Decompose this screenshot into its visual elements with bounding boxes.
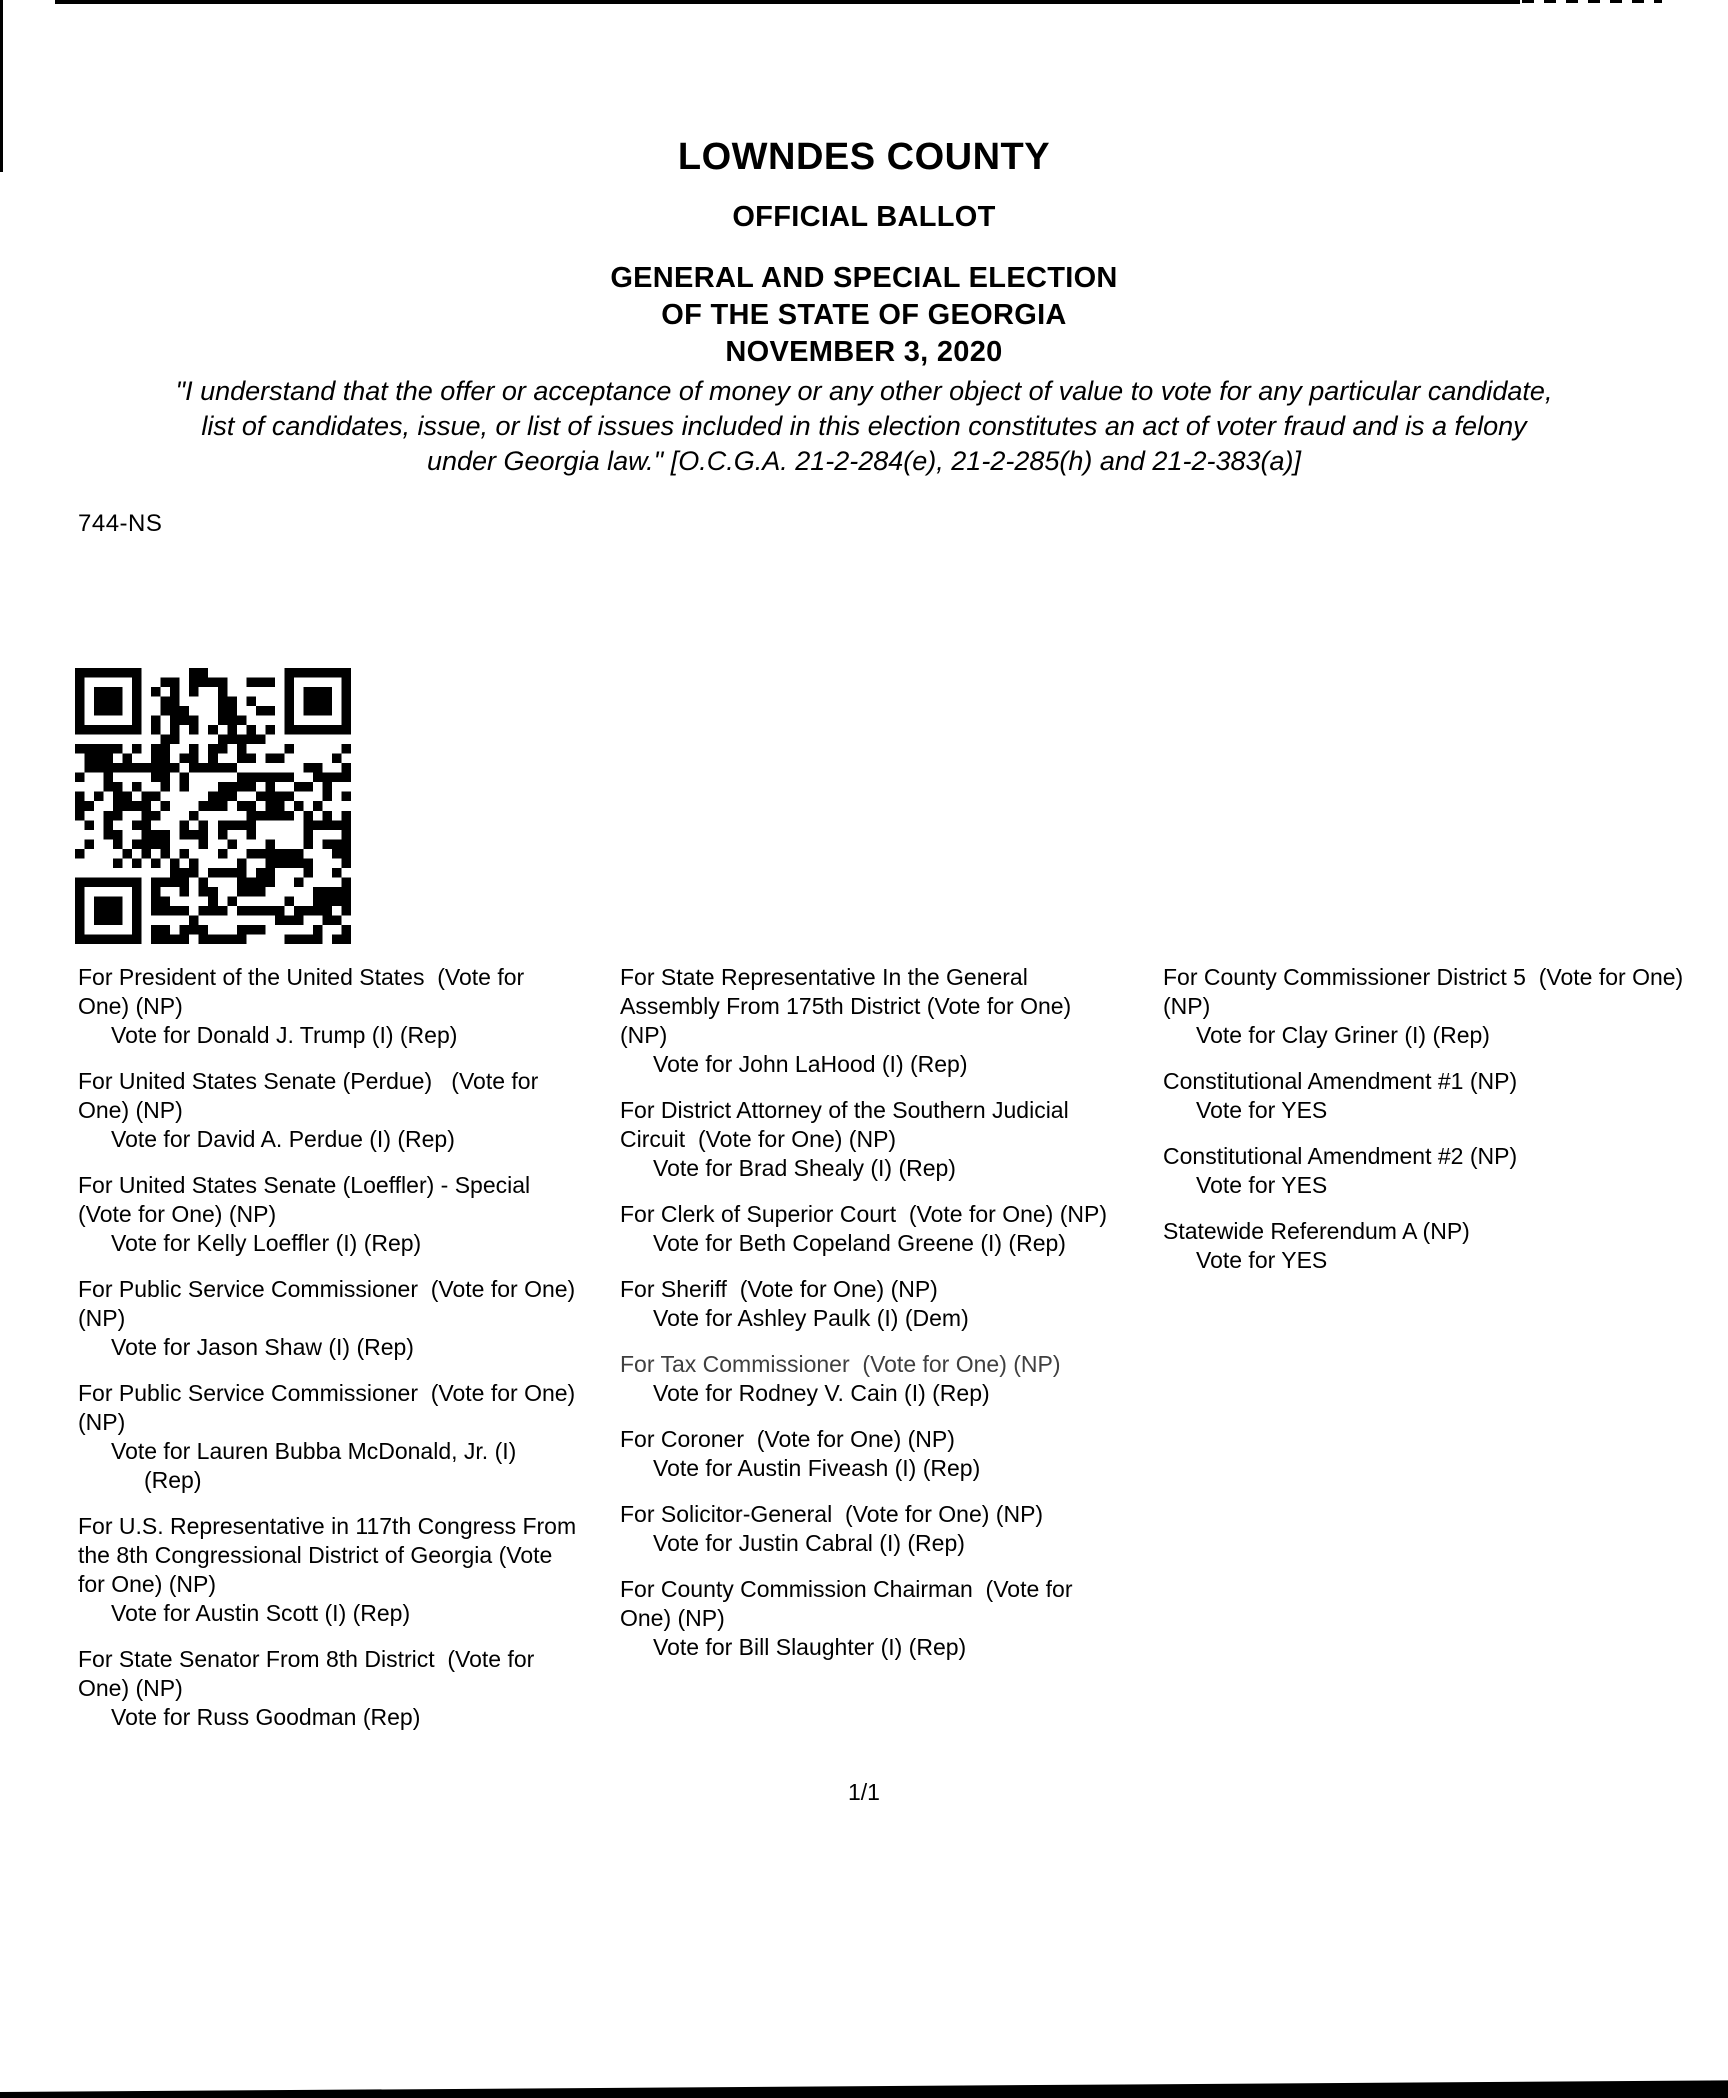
vote-selection: Vote for Russ Goodman (Rep) <box>111 1704 421 1730</box>
contest-title: For County Commission Chairman (Vote for One) (NP) <box>620 1576 1079 1631</box>
contest <box>620 1575 1115 1662</box>
fraud-warning <box>0 374 1728 479</box>
contest-column-3 <box>1163 963 1698 1292</box>
election-title <box>0 260 1728 371</box>
vote-selection: Vote for Bill Slaughter (I) (Rep) <box>653 1634 967 1660</box>
ballot-title: OFFICIAL BALLOT <box>732 201 996 233</box>
vote-selection: Vote for Rodney V. Cain (I) (Rep) <box>653 1380 990 1406</box>
vote-selection: Vote for YES <box>1196 1097 1328 1123</box>
contest <box>78 1379 582 1495</box>
contest-column-1 <box>78 963 583 1749</box>
ballot-header <box>0 136 1728 371</box>
vote-selection: Vote for Beth Copeland Greene (I) (Rep) <box>653 1230 1066 1256</box>
contest-title: For Tax Commissioner (Vote for One) (NP) <box>620 1351 1061 1377</box>
contest <box>78 1067 578 1154</box>
qr-code <box>75 668 351 944</box>
election-date: NOVEMBER 3, 2020 <box>725 336 1003 368</box>
ballot-style-code: 744-NS <box>78 510 163 537</box>
contest-title: For County Commissioner District 5 (Vote for One) (NP) <box>1163 964 1690 1019</box>
fraud-warning-line3: under Georgia law." [O.C.G.A. 21-2-284(e), 21-2-285(h) and 21-2-383(a)] <box>426 446 1302 476</box>
election-title-line2: OF THE STATE OF GEORGIA <box>661 299 1067 331</box>
page-number: 1/1 <box>848 1779 880 1805</box>
contest <box>78 963 578 1050</box>
contest <box>620 1275 1115 1333</box>
contest-title: For Public Service Commissioner (Vote for One) (NP) <box>78 1380 582 1435</box>
contest-title: For District Attorney of the Southern Judicial Circuit (Vote for One) (NP) <box>620 1097 1076 1152</box>
contest <box>1163 1217 1698 1275</box>
contest <box>78 1645 578 1732</box>
contest <box>620 1350 1115 1408</box>
vote-selection: Vote for Kelly Loeffler (I) (Rep) <box>111 1230 422 1256</box>
vote-selection: Vote for Justin Cabral (I) (Rep) <box>653 1530 965 1556</box>
contest-title: For State Representative In the General Assembly From 175th District (Vote for One) (NP) <box>620 964 1078 1048</box>
contest-title: For Public Service Commissioner (Vote for One) (NP) <box>78 1276 582 1331</box>
vote-selection: Vote for Donald J. Trump (I) (Rep) <box>111 1022 458 1048</box>
vote-selection: Vote for Ashley Paulk (I) (Dem) <box>653 1305 969 1331</box>
vote-selection: Vote for John LaHood (I) (Rep) <box>653 1051 968 1077</box>
contest-title: For United States Senate (Loeffler) - Special (Vote for One) (NP) <box>78 1172 543 1227</box>
contest <box>620 1096 1115 1183</box>
vote-selection: Vote for YES <box>1196 1172 1328 1198</box>
contest <box>620 1200 1115 1258</box>
vote-selection: Vote for Brad Shealy (I) (Rep) <box>653 1155 956 1181</box>
vote-selection: Vote for YES <box>1196 1247 1328 1273</box>
contest-title: For Clerk of Superior Court (Vote for One) (NP) <box>620 1201 1107 1227</box>
contest <box>620 1500 1115 1558</box>
contest-title: For Solicitor-General (Vote for One) (NP) <box>620 1501 1044 1527</box>
contest-title: For President of the United States (Vote for One) (NP) <box>78 964 531 1019</box>
vote-selection: Vote for Lauren Bubba McDonald, Jr. (I) (Rep) <box>111 1438 523 1493</box>
vote-selection: Vote for Austin Scott (I) (Rep) <box>111 1600 411 1626</box>
vote-selection: Vote for David A. Perdue (I) (Rep) <box>111 1126 455 1152</box>
contest <box>620 1425 1115 1483</box>
contest <box>1163 1067 1698 1125</box>
scan-artifact-top-line <box>55 0 1520 4</box>
vote-selection: Vote for Clay Griner (I) (Rep) <box>1196 1022 1490 1048</box>
contest <box>1163 1142 1698 1200</box>
contest <box>78 1275 582 1362</box>
scan-artifact-bottom-bar <box>0 2078 1728 2098</box>
contest-title: For U.S. Representative in 117th Congress From the 8th Congressional District of Georgia (Vote for One) (NP) <box>78 1513 583 1597</box>
contest-title: For United States Senate (Perdue) (Vote for One) (NP) <box>78 1068 545 1123</box>
scan-artifact-top-dashes <box>1522 0 1662 3</box>
vote-selection: Vote for Jason Shaw (I) (Rep) <box>111 1334 414 1360</box>
county-title: LOWNDES COUNTY <box>677 136 1051 178</box>
fraud-warning-line1: "I understand that the offer or acceptance of money or any other object of value to vote for any particular candidate, <box>175 376 1553 406</box>
vote-selection: Vote for Austin Fiveash (I) (Rep) <box>653 1455 981 1481</box>
contest-title: For State Senator From 8th District (Vote for One) (NP) <box>78 1646 541 1701</box>
contest <box>78 1171 578 1258</box>
contest-title: Constitutional Amendment #1 (NP) <box>1163 1068 1518 1094</box>
contest <box>78 1512 583 1628</box>
contest-title: For Coroner (Vote for One) (NP) <box>620 1426 955 1452</box>
election-title-line1: GENERAL AND SPECIAL ELECTION <box>610 262 1118 294</box>
contest <box>1163 963 1698 1050</box>
contest-title: Statewide Referendum A (NP) <box>1163 1218 1470 1244</box>
contest-title: For Sheriff (Vote for One) (NP) <box>620 1276 938 1302</box>
fraud-warning-line2: list of candidates, issue, or list of issues included in this election constitutes an act of voter fraud and is a felony <box>201 411 1527 441</box>
contest-title: Constitutional Amendment #2 (NP) <box>1163 1143 1518 1169</box>
contest <box>620 963 1115 1079</box>
contest-column-2 <box>620 963 1115 1679</box>
